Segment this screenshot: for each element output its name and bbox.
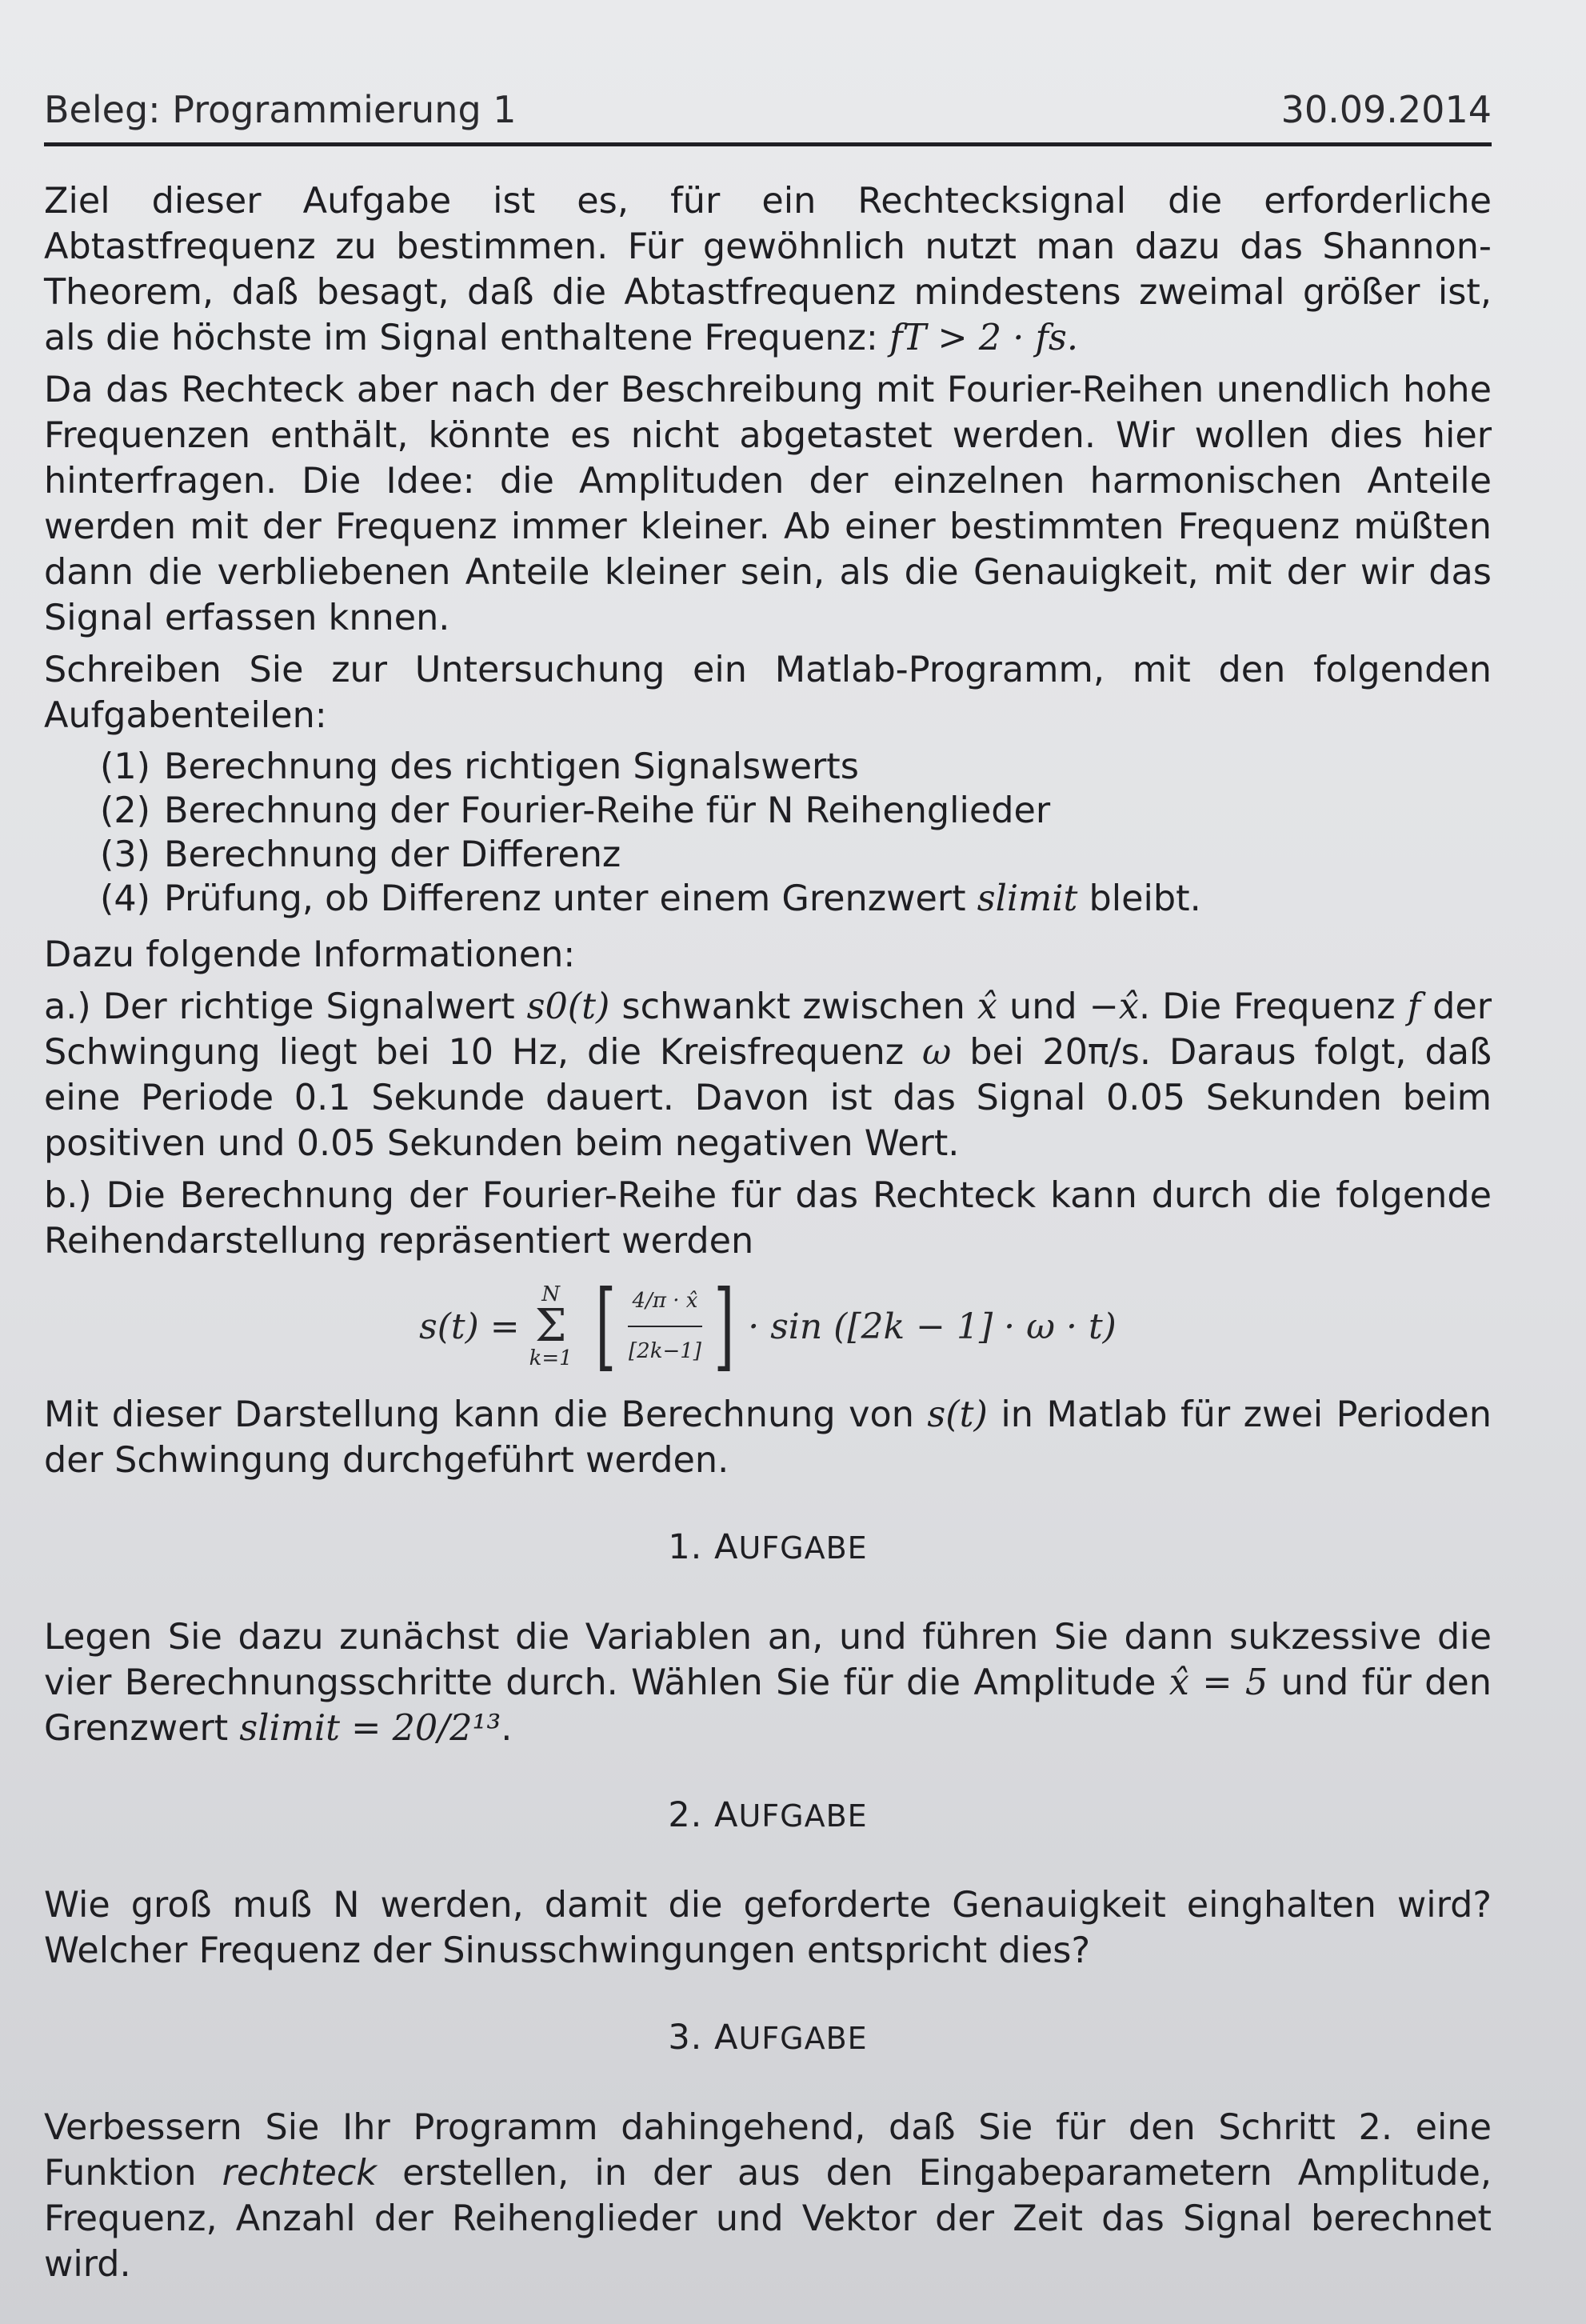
task-3-heading xyxy=(44,2015,1492,2062)
list-item xyxy=(100,877,1492,921)
document-title: Beleg: Programmierung 1 xyxy=(44,88,517,131)
fraction-denominator: [2k−1] xyxy=(629,1339,701,1363)
sampling-formula: fT > 2 · fs. xyxy=(889,318,1078,358)
text-run: Legen Sie dazu zunächst die Variablen an, und führen Sie dann sukzessive die vier Berechnungsschritte durch. Wählen Sie für die Amplitude xyxy=(44,1617,1492,1703)
text-run: a.) Der richtige Signalwert xyxy=(44,986,527,1027)
task-title-initial: A xyxy=(714,2018,739,2058)
limit-value: slimit = 20/2¹³ xyxy=(239,1708,501,1749)
task-title-initial: A xyxy=(714,1795,739,1835)
intro-paragraph-3: Schreiben Sie zur Untersuchung ein Matlab-Programm, mit den folgenden Aufgabenteilen: xyxy=(44,650,1492,736)
math-run: −x̂ xyxy=(1089,986,1140,1027)
math-run: s(t) xyxy=(927,1394,988,1435)
text-run: und für den Grenzwert xyxy=(44,1662,1492,1749)
step-text: Prüfung, ob Differenz unter einem Grenzwert xyxy=(164,878,977,919)
task-title-rest: UFGABE xyxy=(738,1530,868,1566)
sum-lower-limit: k=1 xyxy=(529,1346,573,1370)
sum-operator xyxy=(529,1284,573,1369)
limit-symbol: slimit xyxy=(977,878,1078,919)
coefficient-fraction xyxy=(628,1278,703,1374)
text-run: in Matlab für zwei Perioden der Schwingung durchgeführt werden. xyxy=(44,1394,1492,1481)
task-3-text xyxy=(44,2105,1492,2287)
function-name: rechteck xyxy=(222,2153,378,2194)
text-run: und xyxy=(997,986,1089,1027)
list-item xyxy=(100,745,1492,789)
info-heading: Dazu folgende Informationen: xyxy=(44,934,576,975)
formula-rhs: · sin ([2k − 1] · ω · t) xyxy=(748,1306,1117,1347)
info-paragraph-b: b.) Die Berechnung der Fourier-Reihe für das Rechteck kann durch die folgende Reihendarstellung repräsentiert werden xyxy=(44,1175,1492,1262)
page-header xyxy=(44,88,1492,146)
amplitude-value: x̂ = 5 xyxy=(1169,1662,1268,1703)
math-run: ω xyxy=(922,1032,952,1073)
task-2-heading xyxy=(44,1793,1492,1839)
text-run: . xyxy=(501,1708,513,1749)
right-bracket: ] xyxy=(713,1270,735,1382)
intro-paragraph-1 xyxy=(44,178,1492,361)
fraction-numerator: 4/π · x̂ xyxy=(628,1278,703,1327)
worksheet xyxy=(44,88,1492,2294)
task-2-text: Wie groß muß N werden, damit die geforderte Genauigkeit einghalten wird? Welcher Frequenz der Sinusschwingungen entspricht dies? xyxy=(44,1885,1492,1971)
text-run: . Die Frequenz xyxy=(1139,986,1408,1027)
task-number: 3. xyxy=(668,2018,703,2058)
task-1-text xyxy=(44,1614,1492,1751)
list-item xyxy=(100,833,1492,877)
text-run: bei 20π/s. Daraus folgt, daß eine Periode 0.1 Sekunde dauert. Davon ist das Signal 0.05 Sekunden beim positiven und 0.05 Sekunden beim negativen Wert. xyxy=(44,1032,1492,1164)
fourier-series-formula xyxy=(44,1270,1492,1382)
step-number: (4) xyxy=(100,878,151,919)
task-number: 1. xyxy=(668,1527,703,1567)
math-run: s0(t) xyxy=(526,986,610,1027)
step-number: (3) xyxy=(100,834,151,875)
document-date: 30.09.2014 xyxy=(1280,88,1492,131)
coefficient-bracket xyxy=(587,1270,744,1382)
step-number: (2) xyxy=(100,790,151,831)
step-text: Berechnung der Fourier-Reihe für N Reihenglieder xyxy=(164,790,1051,831)
left-bracket: [ xyxy=(595,1270,617,1382)
sigma-symbol: Σ xyxy=(534,1300,567,1352)
math-run: x̂ xyxy=(977,986,997,1027)
formula-lhs: s(t) = xyxy=(419,1306,520,1347)
document-body xyxy=(44,178,1492,2287)
text-run: erstellen, in der aus den Eingabeparametern Amplitude, Frequenz, Anzahl der Reihenglieder und Vektor der Zeit das Signal berechnet wird. xyxy=(44,2153,1492,2285)
step-text-tail: bleibt. xyxy=(1077,878,1201,919)
sum-upper-limit: N xyxy=(541,1282,561,1306)
step-number: (1) xyxy=(100,746,151,787)
text-run: der Schwingung liegt bei 10 Hz, die Kreisfrequenz xyxy=(44,986,1492,1073)
intro-paragraph-2: Da das Rechteck aber nach der Beschreibung mit Fourier-Reihen unendlich hohe Frequenzen enthält, könnte es nicht abgetastet werden. Wir wollen dies hier hinterfragen. Die Idee: die Amplituden der einzelnen harmonischen Anteile werden mit der Frequenz immer kleiner. Ab einer bestimmten Frequenz müßten dann die verbliebenen Anteile kleiner sein, als die Genauigkeit, mit der wir das Signal erfassen knnen. xyxy=(44,370,1492,638)
task-title-initial: A xyxy=(714,1527,739,1567)
after-formula-paragraph xyxy=(44,1392,1492,1483)
task-1-heading xyxy=(44,1525,1492,1571)
math-run: f xyxy=(1407,986,1421,1027)
task-title-rest: UFGABE xyxy=(738,1798,868,1834)
intro-text: Ziel dieser Aufgabe ist es, für ein Rechtecksignal die erforderliche Abtastfrequenz zu bestimmen. Für gewöhnlich nutzt man dazu das Shannon-Theorem, daß besagt, daß die Abtastfrequenz mindestens zweimal größer ist, als die höchste im Signal enthaltene Frequenz: xyxy=(44,181,1492,358)
step-text: Berechnung des richtigen Signalswerts xyxy=(164,746,859,787)
list-item xyxy=(100,789,1492,833)
text-run: Verbessern Sie Ihr Programm dahingehend, daß Sie für den Schritt 2. eine Funktion xyxy=(44,2107,1492,2194)
task-number: 2. xyxy=(668,1795,703,1835)
task-title-rest: UFGABE xyxy=(738,2021,868,2056)
text-run: Mit dieser Darstellung kann die Berechnung von xyxy=(44,1394,928,1435)
step-text: Berechnung der Differenz xyxy=(164,834,621,875)
info-paragraph-a xyxy=(44,984,1492,1166)
steps-list xyxy=(100,745,1492,921)
text-run: schwankt zwischen xyxy=(609,986,977,1027)
